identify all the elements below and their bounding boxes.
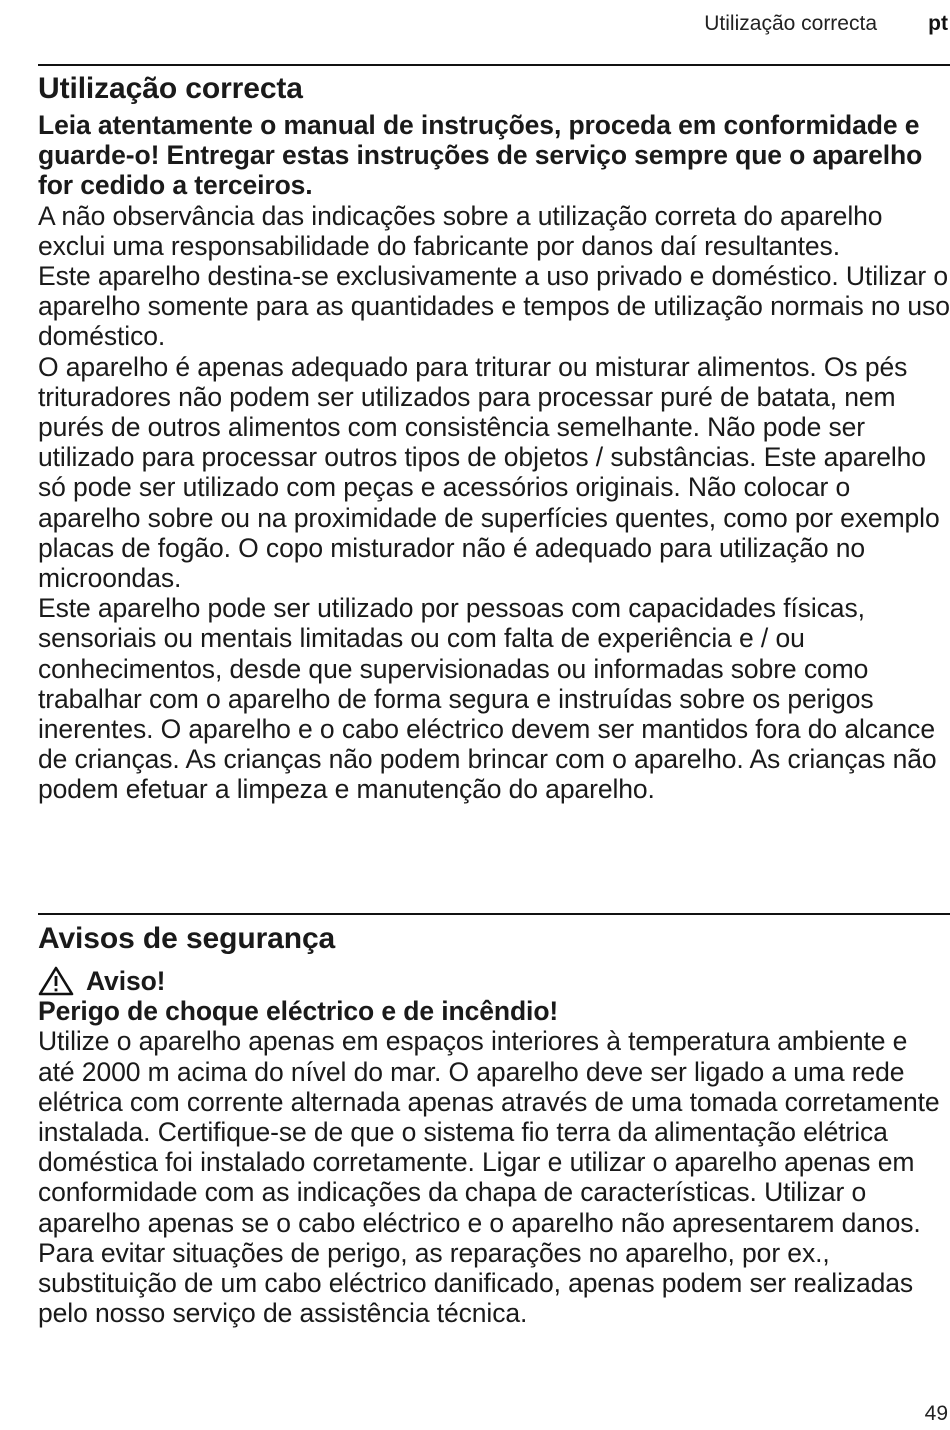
section-divider (38, 64, 950, 66)
intro-paragraph: Leia atentamente o manual de instruções, proceda em conformidade e guarde-o! Entregar estas instruções de serviço sempre que o aparelho for cedido a terceiros. (38, 110, 923, 201)
section-safety-warnings (38, 922, 950, 1328)
body-paragraph: O aparelho é apenas adequado para triturar ou misturar alimentos. Os pés trituradores não podem ser utilizados para processar puré de batata, nem purés de outros alimentos com consistência semelhante. Não pode ser utilizado para processar outros tipos de objetos / substâncias. Este aparelho só pode ser utilizado com peças e acessórios originais. Não colocar o aparelho sobre ou na proximidade de superfícies quentes, como por exemplo placas de fogão. O copo misturador não é adequado para utilização no microondas. (38, 351, 940, 594)
warning-subheading: Perigo de choque eléctrico e de incêndio! (38, 996, 559, 1027)
body-paragraph: Este aparelho pode ser utilizado por pessoas com capacidades físicas, sensoriais ou mentais limitadas ou com falta de experiência e / ou conhecimentos, desde que supervisionadas ou informadas sobre como trabalhar com o aparelho de forma segura e instruídas sobre os perigos inerentes. O aparelho e o cabo eléctrico devem ser mantidos fora do alcance de crianças. As crianças não podem brincar com o aparelho. As crianças não podem efetuar a limpeza e manutenção do aparelho. (38, 593, 937, 805)
section-heading: Utilização correcta (38, 72, 303, 105)
warning-triangle-icon (38, 966, 74, 996)
body-paragraph: A não observância das indicações sobre a utilização correta do aparelho exclui uma responsabilidade do fabricante por danos daí resultantes. (38, 200, 883, 261)
section-heading: Avisos de segurança (38, 922, 336, 955)
warning-label: Aviso! (86, 966, 166, 996)
language-code: pt (928, 12, 948, 35)
section-divider (38, 913, 950, 915)
section-intended-use (38, 72, 950, 805)
running-header-title: Utilização correcta (704, 12, 877, 35)
body-paragraph: Este aparelho destina-se exclusivamente a uso privado e doméstico. Utilizar o aparelho somente para as quantidades e tempos de utilização normais no uso doméstico. (38, 261, 950, 352)
page-number: 49 (924, 1402, 948, 1425)
body-paragraph: Utilize o aparelho apenas em espaços interiores à temperatura ambiente e até 2000 m acima do nível do mar. O aparelho deve ser ligado a uma rede elétrica com corrente alternada apenas através de uma tomada corretamente instalada. Certifique-se de que o sistema fio terra da alimentação elétrica doméstica foi instalado corretamente. Ligar e utilizar o aparelho apenas em conformidade com as indicações da chapa de características. Utilizar o aparelho apenas se o cabo eléctrico e o aparelho não apresentarem danos. Para evitar situações de perigo, as reparações no aparelho, por ex., substituição de um cabo eléctrico danificado, apenas podem ser realizadas pelo nosso serviço de assistência técnica. (38, 1026, 940, 1329)
warning-row (38, 966, 950, 996)
